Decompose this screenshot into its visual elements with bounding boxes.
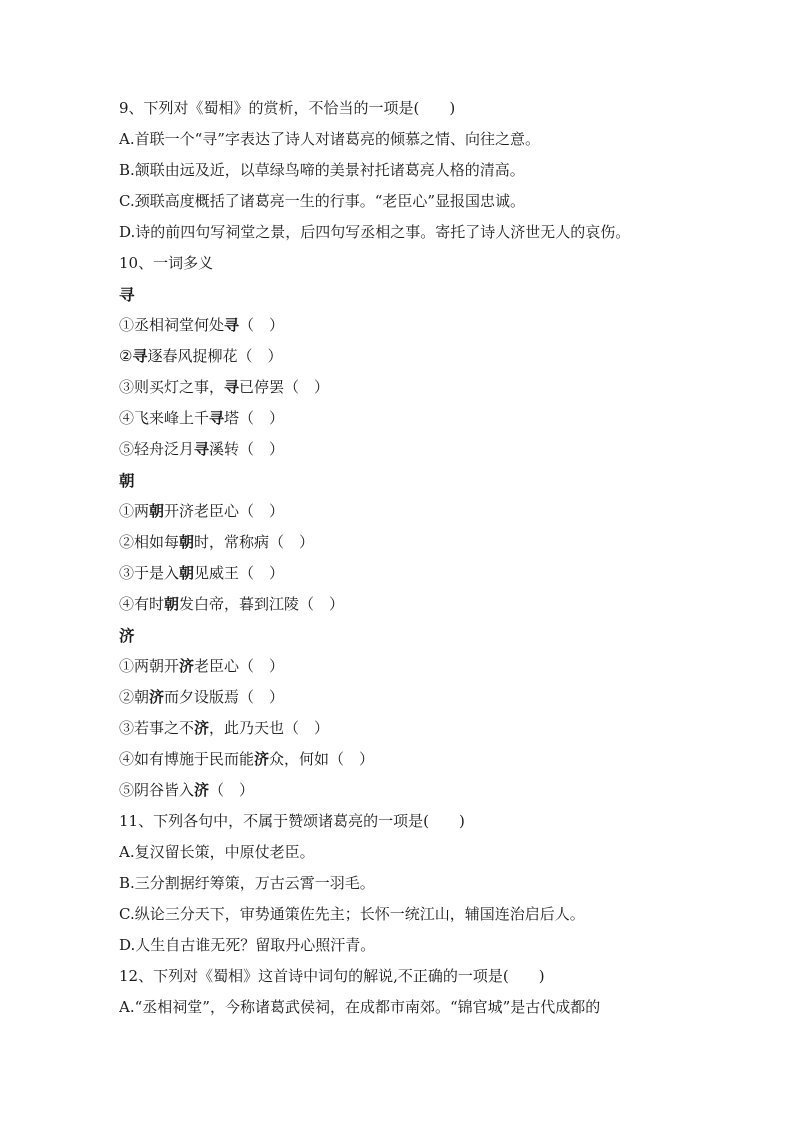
sentence-item: ③则买灯之事，寻已停罢（ ） [119,378,330,396]
question-11-stem: 11、下列各句中，不属于赞颂诸葛亮的一项是( ) [119,812,465,830]
question-11-option-a: A.复汉留长策，中原仗老臣。 [119,843,315,861]
sentence-item: ④飞来峰上千寻塔（ ） [119,409,285,427]
question-11-option-d: D.人生自古谁无死？留取丹心照汗青。 [119,936,376,954]
question-12-stem: 12、下列对《蜀相》这首诗中词句的解说,不正确的一项是( ) [119,967,545,985]
key-word: 济 [194,719,210,737]
sentence-item: ⑤轻舟泛月寻溪转（ ） [119,440,285,458]
key-word: 朝 [149,502,165,520]
key-word: 寻 [224,378,240,396]
key-word: 济 [179,657,195,675]
key-word: 朝 [179,564,195,582]
document-content [119,93,679,1023]
sentence-item: ①两朝开济老臣心（ ） [119,502,285,520]
key-word: 寻 [209,409,225,427]
sentence-item: ④如有博施于民而能济众，何如（ ） [119,750,375,768]
sentence-item: ③于是入朝见威王（ ） [119,564,285,582]
question-12-option-a: A.“丞相祠堂”，今称诸葛武侯祠，在成都市南郊。“锦官城”是古代成都的 [119,998,601,1016]
key-word: 朝 [164,595,180,613]
question-11-option-c: C.纵论三分天下，审势通策佐先主；长怀一统江山，辅国连治启后人。 [119,905,585,923]
key-word: 济 [254,750,270,768]
key-word: 济 [194,781,210,799]
sentence-item: ①两朝开济老臣心（ ） [119,657,285,675]
sentence-item: ②相如每朝时，常称病（ ） [119,533,315,551]
sentence-item: ④有时朝发白帝，暮到江陵（ ） [119,595,345,613]
question-9-stem: 9、下列对《蜀相》的赏析，不恰当的一项是( ) [119,99,456,117]
key-word: 朝 [179,533,195,551]
sentence-item: ②寻逐春风捉柳花（ ） [119,347,283,365]
key-word: 寻 [132,347,148,365]
key-word: 寻 [224,316,240,334]
question-9-option-c: C.颈联高度概括了诸葛亮一生的行事。“老臣心”显报国忠诚。 [119,192,526,210]
question-11-option-b: B.三分割据纡筹策，万古云霄一羽毛。 [119,874,375,892]
word-heading-xun: 寻 [119,285,135,304]
sentence-item: ①丞相祠堂何处寻（ ） [119,316,285,334]
question-9-option-b: B.颔联由远及近，以草绿鸟啼的美景衬托诸葛亮人格的清高。 [119,161,525,179]
key-word: 济 [149,688,165,706]
key-word: 寻 [194,440,210,458]
question-10-stem: 10、一词多义 [119,254,214,272]
word-heading-chao: 朝 [119,471,135,490]
word-heading-ji: 济 [119,626,135,645]
question-9-option-d: D.诗的前四句写祠堂之景，后四句写丞相之事。寄托了诗人济世无人的哀伤。 [119,223,631,241]
sentence-item: ③若事之不济，此乃天也（ ） [119,719,330,737]
question-9-option-a: A.首联一个“寻”字表达了诗人对诸葛亮的倾慕之情、向往之意。 [119,130,540,148]
sentence-item: ⑤阴谷皆入济（ ） [119,781,255,799]
sentence-item: ②朝济而夕设版焉（ ） [119,688,285,706]
